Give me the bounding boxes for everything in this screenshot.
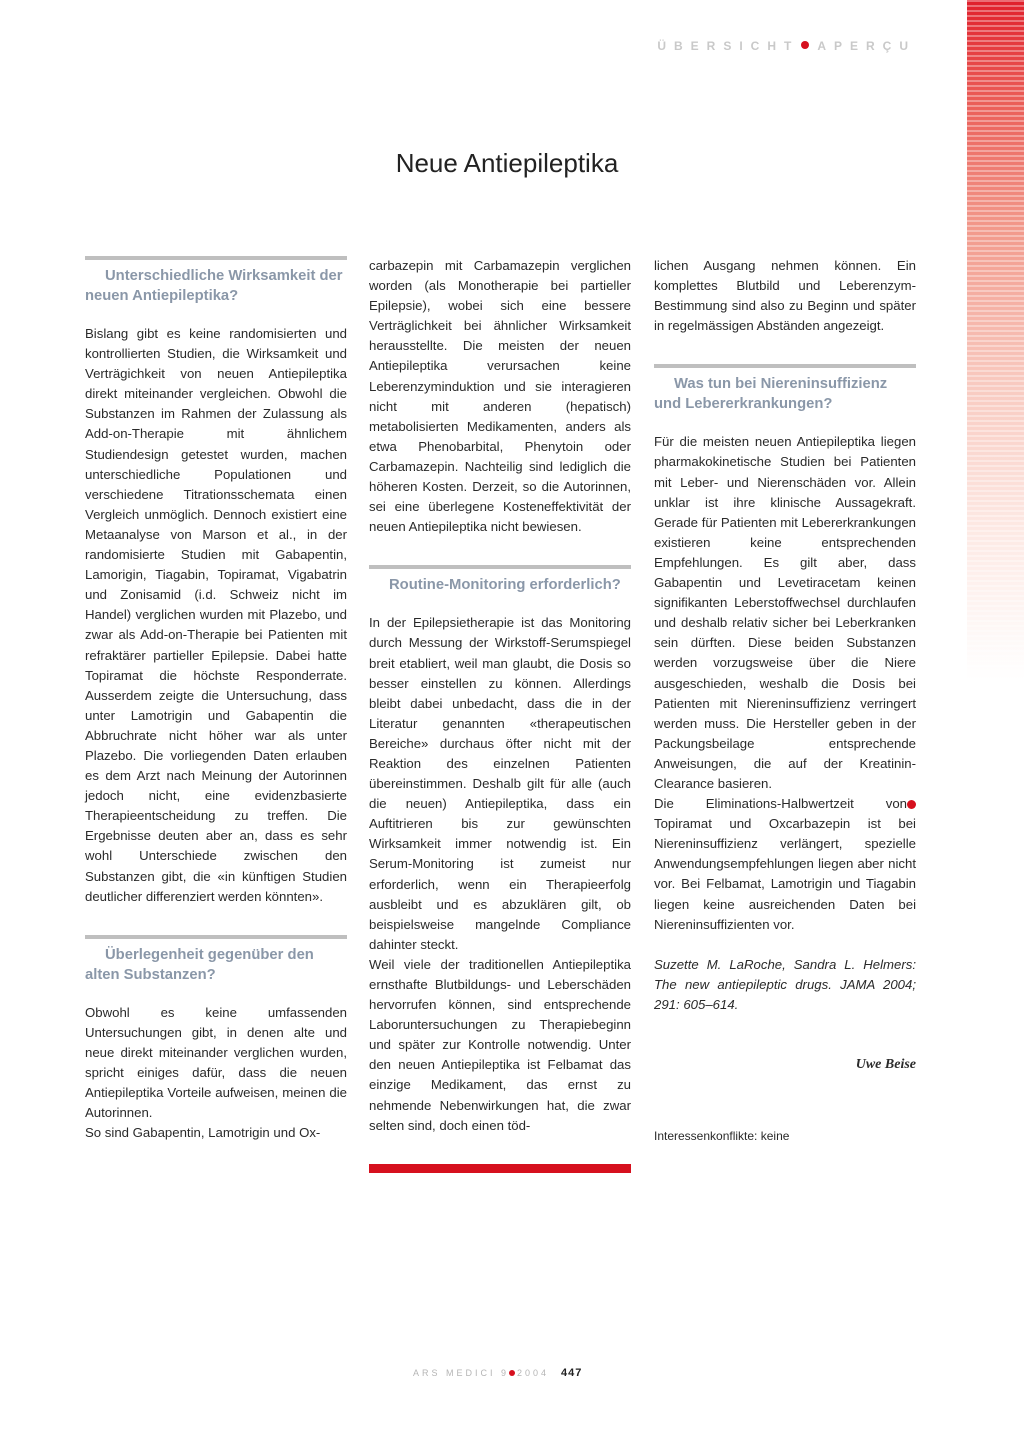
paragraph-text: Die Eliminations-Halbwertzeit von Topiramat und Oxcarbazepin ist bei Niereninsuffizienz verlängert, spezielle Anwendungsempfehlungen liegen aber nicht vor. Bei Felbamat, Lamotrigin und Tiagabin liegen keine ausreichenden Daten bei Niereninsuffizienten vor.	[654, 796, 916, 932]
end-of-article-dot-icon	[907, 800, 916, 809]
paragraph: So sind Gabapentin, Lamotrigin und Ox-	[85, 1125, 321, 1141]
author-name: Uwe Beise	[855, 1057, 916, 1072]
column-3	[654, 256, 916, 1143]
paragraph: Weil viele der traditionellen Antiepileptika ernsthafte Blutbildungs- und Leberschäden hervorrufen können, sind entsprechende Laboruntersuchungen zu Therapiebeginn und später zur Kontrolle notwendig. Unter den neuen Antiepileptika ist Felbamat das einzige Medikament, das ernst zu nehmende Nebenwirkungen hat, die zwar selten sind, doch einen töd-	[369, 956, 631, 1133]
red-accent-bar	[369, 1164, 631, 1173]
reference: Suzette M. LaRoche, Sandra L. Helmers: The new antiepileptic drugs. JAMA 2004; 291: 605–614.	[654, 956, 916, 1012]
page-edge-gradient	[967, 0, 1024, 680]
red-dot-icon	[509, 1370, 515, 1376]
red-dot-icon	[801, 41, 809, 49]
kicker-right: APERÇU	[817, 39, 916, 53]
kicker-left: ÜBERSICHT	[657, 39, 800, 53]
paragraph: Für die meisten neuen Antiepileptika liegen pharmakokinetische Studien bei Patienten mit Leber- und Nierenschäden vor. Allein unklar ist ihre klinische Aussagekraft. Gerade für Patienten mit Lebererkrankungen existieren keine entsprechenden Empfehlungen. Es gilt aber, dass Gabapentin und Levetiracetam keinen signifikanten Leberstoffwechsel durchlaufen und deshalb relativ sicher bei Leberkranken sein dürften. Diese beiden Substanzen werden vorzugsweise über die Niere ausgeschieden, weshalb die Dosis bei Patienten mit Niereninsuffizienz verringert werden muss. Die Hersteller geben in der Packungsbeilage entsprechende Anweisungen, die auf der Kreatinin-Clearance basieren.	[654, 434, 916, 791]
heading-rule	[654, 364, 916, 368]
heading-rule	[85, 256, 347, 260]
heading-rule	[369, 565, 631, 569]
paragraph: Obwohl es keine umfassenden Untersuchungen gibt, in denen alte und neue direkt miteinander verglichen wurden, spricht einiges dafür, dass die neuen Antiepileptika Vorteile aufweisen, meinen die Autorinnen.	[85, 1004, 347, 1121]
paragraph: carbazepin mit Carbamazepin verglichen worden (als Monotherapie bei partieller Epilepsie), wobei sich eine bessere Verträglichkeit bei ähnlicher Wirksamkeit herausstellte. Die meisten der neuen Antiepileptika verursachen keine Leberenzyminduktion und sie interagieren nicht mit anderen (hepatisch) metabolisierten Medikamenten, anders als etwa Phenobarbital, Phenytoin oder Carbamazepin. Nachteilig sind lediglich die höheren Kosten. Derzeit, so die Autorinnen, sei eine überlegene Kosteneffektivität der neuen Antiepileptika nicht bewiesen.	[369, 258, 631, 535]
article-title: Neue Antiepileptika	[395, 148, 619, 178]
heading-rule	[85, 935, 347, 939]
column-1	[85, 256, 347, 1143]
paragraph: lichen Ausgang nehmen können. Ein komplettes Blutbild und Leberenzym-Bestimmung sind also zu Beginn und später in regelmässigen Abständen angezeigt.	[654, 258, 916, 334]
paragraph	[654, 794, 916, 935]
paragraph: In der Epilepsietherapie ist das Monitoring durch Messung der Wirkstoff-Serumspiegel breit etabliert, weil man glaubt, die Dosis so besser einstellen zu können. Allerdings bleibt dabei unbedacht, dass die in der Literatur genannten «therapeutischen Bereiche» durchaus öfter nicht mit der Reaktion des einzelnen Patienten übereinstimmen. Deshalb gilt für alle (auch die neuen) Antiepileptika, dass ein Auftitrieren bis zur gewünschten Wirksamkeit immer notwendig ist. Ein Serum-Monitoring ist zumeist nur erforderlich, wenn ein Therapieerfolg ausbleibt und es abzuklären gilt, ob beispielsweise mangelnde Compliance dahinter steckt.	[369, 615, 631, 952]
section-heading: Was tun bei Niereninsuffizienz und Lebererkrankungen?	[654, 376, 888, 413]
page-footer	[413, 1367, 582, 1379]
conflict-of-interest: Interessenkonflikte: keine	[654, 1129, 790, 1143]
page-number: 447	[561, 1367, 583, 1379]
paragraph: Bislang gibt es keine randomisierten und kontrollierten Studien, die Wirksamkeit und Verträgichkeit von neuen Antiepileptika direkt miteinander vergleichen. Obwohl die Substanzen im Rahmen der Zulassung als Add-on-Therapie mit ähnlichem Studiendesign getestet wurden, machen unterschiedliche Populationen und verschiedene Titrationsschemata einen Vergleich unmöglich. Dennoch existiert eine Metaanalyse von Marson et al., in der randomisierte Studien mit Gabapentin, Lamorigin, Tiagabin, Topiramat, Vigabatrin und Zonisamid (i.d. Schweiz nicht im Handel) verglichen wurden mit Plazebo, und zwar als Add-on-Therapie bei Patienten mit refraktärer partieller Epilepsie. Dabei hatte Topiramat die höchste Responderrate. Ausserdem zeigte die Untersuchung, dass unter Lamotrigin und Gabapentin die Abbruchrate nicht höher war als unter Plazebo. Die vorliegenden Daten erlauben es dem Arzt nach Meinung der Autorinnen jedoch nicht, eine evidenzbasierte Therapieentscheidung zu treffen. Die Ergebnisse deuten aber an, dass es sehr wohl Unterschiede zwischen den Substanzen gibt, die «in künftigen Studien deutlicher differenziert werden könnten».	[85, 326, 347, 904]
section-heading: Routine-Monitoring erforderlich?	[389, 577, 621, 594]
section-heading: Überlegenheit gegenüber den alten Substanzen?	[85, 946, 314, 983]
section-kicker	[600, 39, 916, 53]
column-2	[369, 256, 631, 1173]
section-heading: Unterschiedliche Wirksamkeit der neuen Antiepileptika?	[85, 268, 343, 304]
journal-year: 2004	[517, 1368, 550, 1378]
journal-name: ARS MEDICI 9	[413, 1368, 510, 1378]
